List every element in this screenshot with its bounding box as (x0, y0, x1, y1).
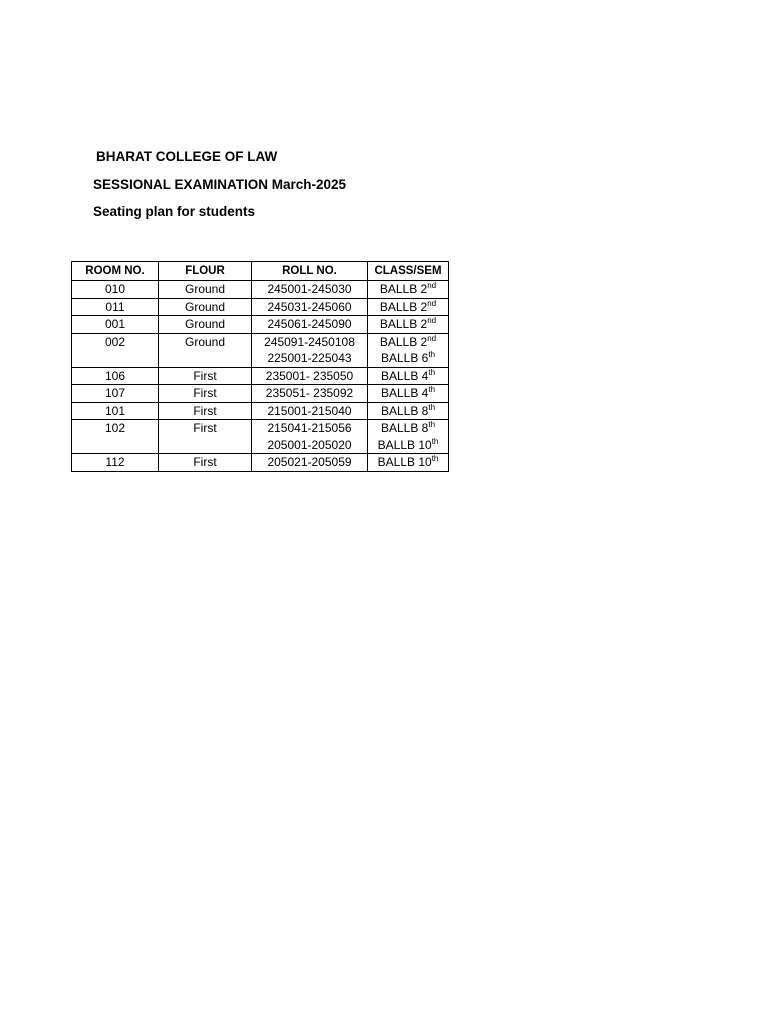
table-body (72, 281, 449, 472)
column-header-class: CLASS/SEM (368, 262, 449, 281)
class-sem-cell (368, 385, 449, 403)
roll-no-cell (252, 316, 368, 334)
table-row (72, 402, 449, 420)
table-row (72, 385, 449, 403)
class-sem-entry (372, 281, 444, 298)
room-no-cell (72, 333, 159, 367)
room-no-cell (72, 316, 159, 334)
semester-ordinal-suffix: th (428, 402, 436, 412)
flour-value: Ground (184, 334, 226, 349)
semester-ordinal-suffix: nd (427, 333, 437, 343)
semester-ordinal-suffix: th (428, 350, 436, 359)
room-no-value: 106 (104, 368, 126, 383)
class-sem-entry (372, 403, 444, 420)
class-sem-value: BALLB 8 (380, 421, 429, 435)
table-row (72, 333, 449, 367)
roll-no-value: 245061-245090 (267, 317, 352, 331)
class-sem-cell (368, 298, 449, 316)
column-header-room: ROOM NO. (72, 262, 159, 281)
class-sem-entry (372, 368, 444, 385)
class-sem-cell (368, 420, 449, 454)
class-sem-entry (372, 420, 444, 437)
class-sem-value: BALLB 8 (380, 403, 429, 418)
roll-no-value: 215001-215040 (267, 403, 352, 418)
seating-plan-subtitle: Seating plan for students (93, 204, 256, 219)
room-no-cell (72, 385, 159, 403)
flour-value: First (193, 368, 217, 383)
flour-cell (159, 281, 252, 299)
class-sem-value: BALLB 10 (377, 455, 432, 469)
room-no-value: 001 (104, 317, 126, 331)
class-sem-entry (372, 437, 444, 454)
flour-value: First (193, 386, 217, 400)
roll-no-value: 205001-205020 (267, 437, 352, 452)
roll-no-cell (252, 281, 368, 299)
roll-no-value: 225001-225043 (267, 351, 352, 365)
flour-cell (159, 454, 252, 472)
flour-value: First (193, 403, 217, 418)
class-sem-value: BALLB 6 (380, 351, 429, 365)
room-no-cell (72, 454, 159, 472)
room-no-cell (72, 298, 159, 316)
class-sem-value: BALLB 2 (379, 334, 428, 349)
class-sem-value: BALLB 4 (380, 386, 429, 400)
class-sem-value: BALLB 2 (379, 282, 428, 296)
class-sem-entry (372, 350, 444, 367)
table-row (72, 281, 449, 299)
roll-no-value: 245001-245030 (267, 282, 352, 296)
room-no-cell (72, 420, 159, 454)
class-sem-entry (372, 316, 444, 333)
room-no-value: 101 (104, 403, 126, 418)
flour-value: Ground (184, 282, 226, 296)
roll-no-cell (252, 298, 368, 316)
semester-ordinal-suffix: th (428, 367, 436, 377)
flour-value: Ground (184, 317, 226, 331)
flour-cell (159, 367, 252, 385)
class-sem-value: BALLB 10 (377, 437, 432, 452)
semester-ordinal-suffix: nd (427, 316, 437, 325)
table-header-row (72, 262, 449, 281)
table-row (72, 454, 449, 472)
room-no-value: 112 (105, 455, 125, 469)
roll-no-cell (252, 402, 368, 420)
class-sem-cell (368, 367, 449, 385)
table-row (72, 316, 449, 334)
column-header-flour: FLOUR (159, 262, 252, 281)
class-sem-entry (372, 299, 444, 316)
room-no-value: 102 (104, 421, 126, 435)
flour-value: Ground (184, 299, 226, 314)
roll-no-value: 215041-215056 (267, 421, 352, 435)
roll-no-cell (252, 454, 368, 472)
room-no-value: 002 (104, 334, 126, 349)
semester-ordinal-suffix: th (428, 420, 436, 429)
room-no-value: 010 (104, 282, 126, 296)
semester-ordinal-suffix: th (428, 385, 436, 394)
class-sem-cell (368, 454, 449, 472)
class-sem-value: BALLB 2 (379, 317, 428, 331)
room-no-cell (72, 402, 159, 420)
class-sem-cell (368, 333, 449, 367)
roll-no-value: 205021-205059 (267, 455, 352, 469)
room-no-cell (72, 281, 159, 299)
table-row (72, 367, 449, 385)
flour-value: First (193, 455, 217, 469)
room-no-cell (72, 367, 159, 385)
table-row (72, 298, 449, 316)
class-sem-cell (368, 316, 449, 334)
roll-no-cell (252, 420, 368, 454)
semester-ordinal-suffix: nd (427, 281, 437, 290)
class-sem-cell (368, 281, 449, 299)
class-sem-entry (372, 334, 444, 351)
class-sem-cell (368, 402, 449, 420)
roll-no-value: 235051- 235092 (265, 386, 354, 400)
class-sem-entry (372, 454, 444, 471)
semester-ordinal-suffix: nd (427, 298, 437, 308)
exam-title: SESSIONAL EXAMINATION March-2025 (93, 177, 347, 192)
flour-cell (159, 420, 252, 454)
roll-no-value: 245031-245060 (267, 299, 352, 314)
roll-no-value: 235001- 235050 (265, 368, 354, 383)
college-name: BHARAT COLLEGE OF LAW (96, 149, 278, 164)
room-no-value: 011 (105, 299, 125, 314)
roll-no-cell (252, 385, 368, 403)
roll-no-cell (252, 333, 368, 367)
column-header-roll: ROLL NO. (252, 262, 368, 281)
semester-ordinal-suffix: th (431, 454, 439, 463)
flour-cell (159, 298, 252, 316)
flour-cell (159, 385, 252, 403)
semester-ordinal-suffix: th (431, 436, 439, 446)
class-sem-value: BALLB 4 (380, 368, 429, 383)
room-no-value: 107 (104, 386, 126, 400)
class-sem-entry (372, 385, 444, 402)
class-sem-value: BALLB 2 (379, 299, 428, 314)
flour-cell (159, 333, 252, 367)
table-row (72, 420, 449, 454)
flour-cell (159, 402, 252, 420)
roll-no-cell (252, 367, 368, 385)
flour-cell (159, 316, 252, 334)
flour-value: First (193, 421, 217, 435)
roll-no-value: 245091-2450108 (264, 334, 355, 349)
seating-plan-table (71, 261, 449, 472)
